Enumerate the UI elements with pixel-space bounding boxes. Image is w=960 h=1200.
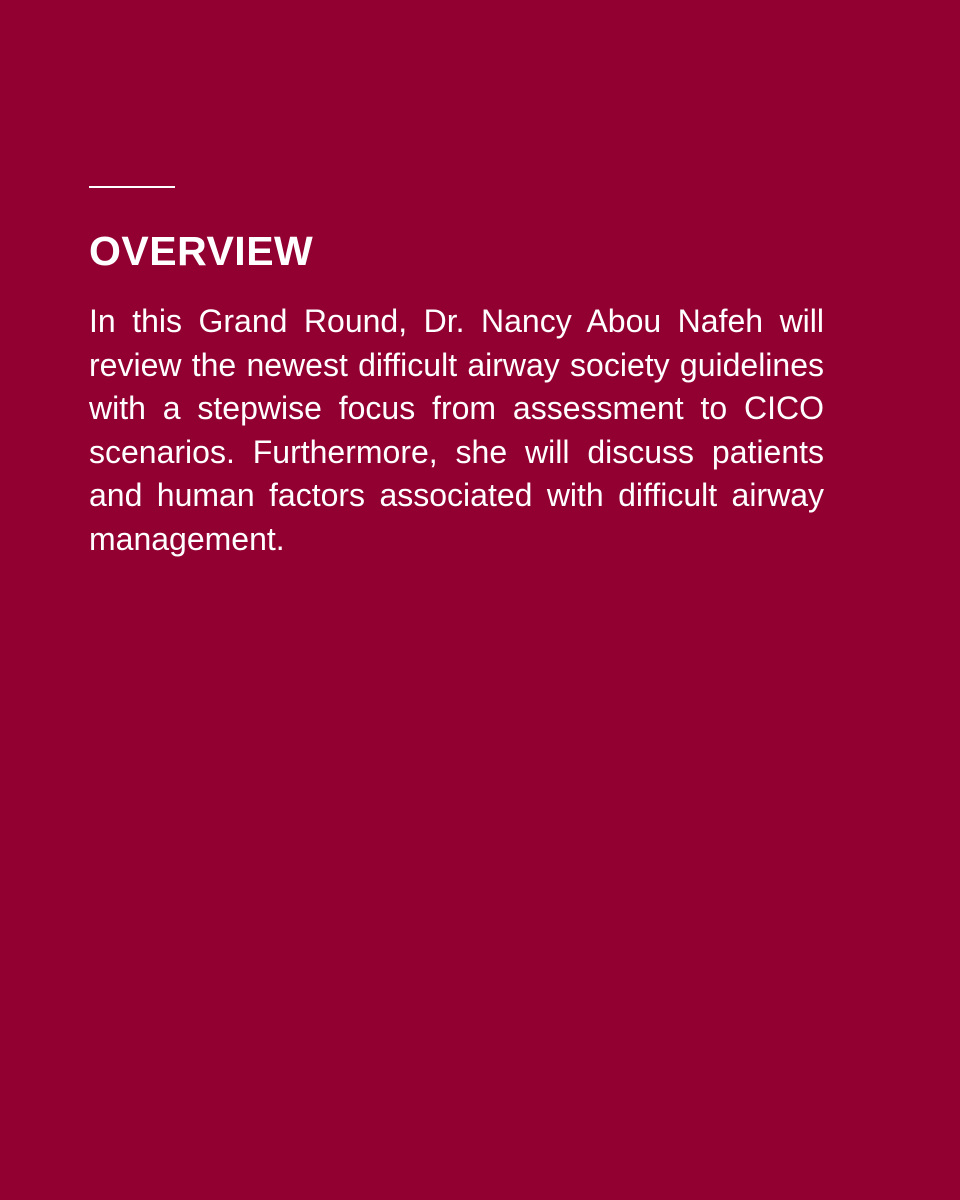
overview-section (89, 186, 824, 562)
heading-divider (89, 186, 175, 188)
overview-paragraph: In this Grand Round, Dr. Nancy Abou Nafeh will review the newest difficult airway society guidelines with a stepwise focus from assessment to CICO scenarios. Furthermore, she will discuss patients and human factors associated with difficult airway management. (89, 303, 824, 557)
section-heading: OVERVIEW (89, 228, 314, 274)
